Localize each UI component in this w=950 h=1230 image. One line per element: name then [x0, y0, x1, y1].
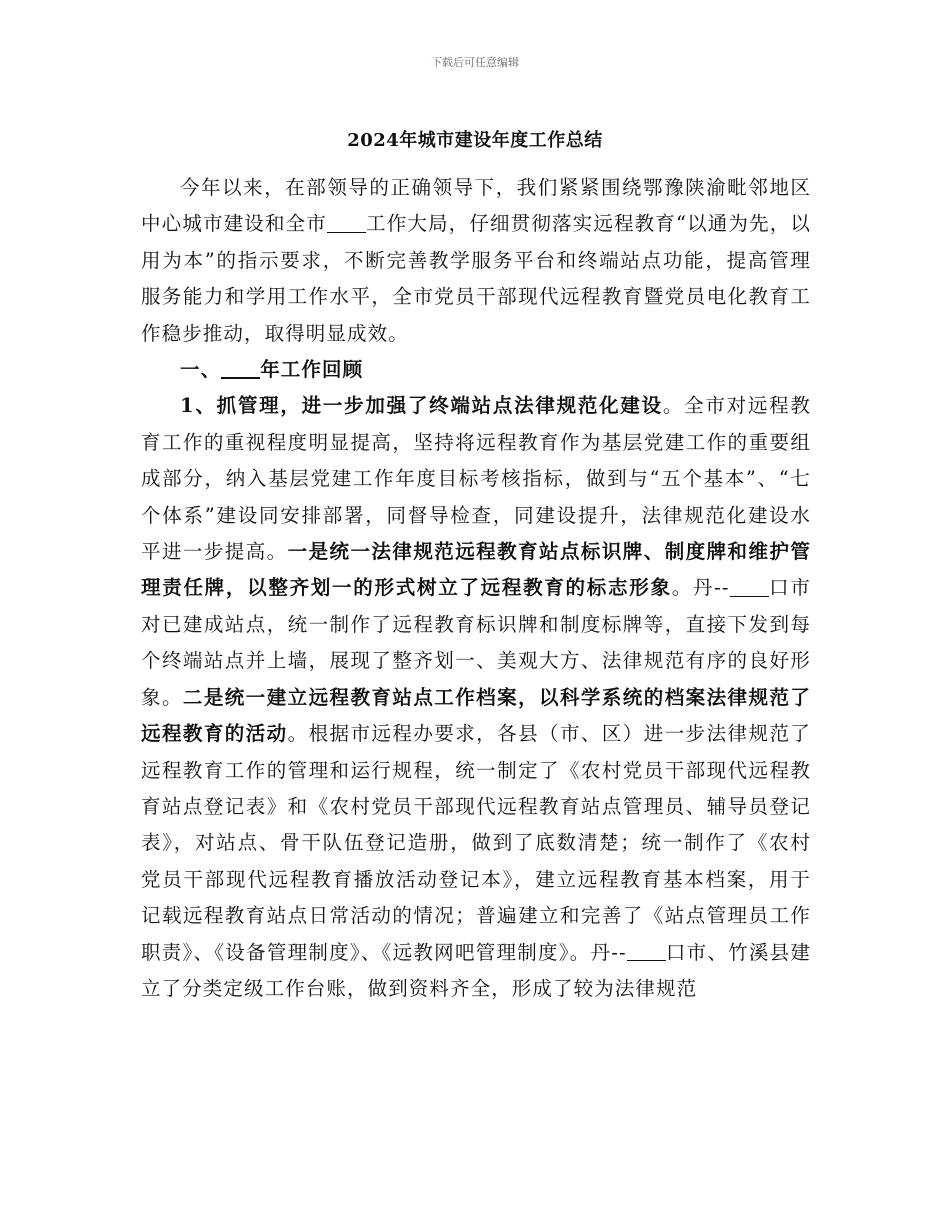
paragraph-1-text-4: 。根据市远程办要求，各县（市、区）进一步法律规范了远程教育工作的管理和运行规程，统一制定了《农村党员干部现代远程教育站点登记表》和《农村党员干部现代远程教育站点管理员、辅导员登记表》，对站点、骨干队伍登记造册，做到了底数清楚；统一制作了《农村党员干部现代远程教育播放活动登记本》，建立远程教育基本档案，用于记载远程教育站点日常活动的情况；普遍建立和完善了《站点管理员工作职责》、《设备管理制度》、《远教网吧管理制度》。丹--	[141, 722, 811, 964]
paragraph-1-text-3: 口市对已建成站点，统一制作了远程教育标识牌和制度标牌等，直接下发到每个终端站点并上墙，展现了整齐划一、美观大方、法律规范有序的良好形象。	[141, 576, 812, 709]
fill-blank	[730, 577, 769, 598]
fill-blank	[221, 357, 260, 379]
paragraph-1	[141, 388, 811, 1007]
intro-text-a: 今年以来，在部领导的正确领导下，我们紧紧围绕鄂豫陕渝毗邻地区中心城市建设和全市	[141, 176, 811, 236]
section-heading-suffix: 年工作回顾	[260, 358, 364, 382]
paragraph-1-lead: 1、抓管理，进一步加强了终端站点法律规范化建设	[180, 394, 663, 418]
paragraph-1-text-5: 口市、竹溪县建立了分类定级工作台账，做到资料齐全，形成了较为法律规范	[141, 940, 811, 1000]
paragraph-1-text-2: 。丹--	[671, 576, 730, 600]
paragraph-1-point-1: 一是统一法律规范远程教育站点标识牌、制度牌和维护管理责任牌，以整齐划一的形式树立了远程教育的标志形象	[141, 540, 811, 600]
intro-text-b: 工作大局，仔细贯彻落实远程教育“以通为先，以用为本”的指示要求，不断完善教学服务平台和终端站点功能，提高管理服务能力和学用工作水平，全市党员干部现代远程教育暨党员电化教育工作稳步推动，取得明显成效。	[141, 212, 812, 345]
document-title: 2024年城市建设年度工作总结	[347, 130, 603, 151]
page-header-note: 下载后可任意编辑	[431, 56, 519, 69]
fill-blank	[327, 213, 366, 234]
fill-blank	[627, 941, 666, 962]
intro-paragraph	[141, 170, 811, 352]
section-heading-1	[141, 352, 811, 388]
paragraph-1-point-2: 二是统一建立远程教育站点工作档案，以科学系统的档案法律规范了远程教育的活动	[141, 685, 811, 746]
document-body	[141, 170, 811, 1007]
section-heading-prefix: 一、	[180, 358, 222, 382]
paragraph-1-text-1: 。全市对远程教育工作的重视程度明显提高，坚持将远程教育作为基层党建工作的重要组成部分，纳入基层党建工作年度目标考核指标，做到与“五个基本”、“七个体系”建设同安排部署，同督导检查，同建设提升，法律规范化建设水平进一步提高。	[141, 394, 811, 564]
